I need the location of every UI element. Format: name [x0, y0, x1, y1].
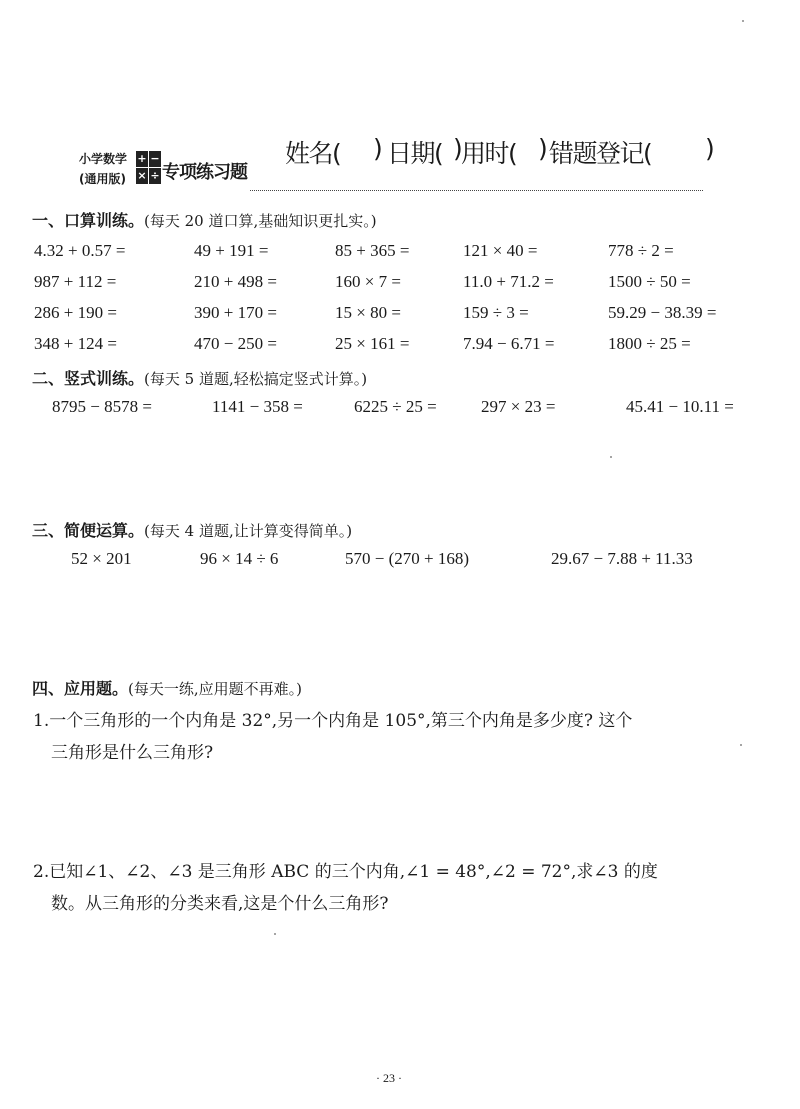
section-simplify-note: (每天 4 道题,让计算变得简单。)	[144, 522, 353, 540]
oral-expr: 1800 ÷ 25 =	[608, 334, 691, 353]
word-problem-2-line1: 2.已知∠1、∠2、∠3 是三角形 ABC 的三个内角,∠1 = 48°,∠2 = 72°,求∠3 的度	[33, 862, 658, 882]
oral-expr: 25 × 161 =	[335, 334, 410, 353]
minus-icon: −	[150, 152, 160, 165]
oral-expr: 11.0 + 71.2 =	[463, 272, 554, 291]
scan-speck	[742, 20, 744, 22]
brand-subject: 小学数学	[79, 152, 128, 166]
scan-speck	[740, 744, 742, 746]
operators-icon	[136, 151, 160, 185]
oral-expr: 470 − 250 =	[194, 334, 277, 353]
word-problem-2-line2: 数。从三角形的分类来看,这是个什么三角形?	[51, 894, 389, 914]
vertical-expr: 8795 − 8578 =	[52, 397, 152, 416]
section-simplify-title	[32, 518, 352, 541]
section-oral-head: 一、口算训练。	[32, 211, 145, 230]
oral-expr: 49 + 191 =	[194, 241, 269, 260]
oral-expr: 286 + 190 =	[34, 303, 117, 322]
oral-expr: 7.94 − 6.71 =	[463, 334, 555, 353]
section-oral-note: (每天 20 道口算,基础知识更扎实。)	[144, 212, 377, 230]
name-close: )	[373, 134, 382, 163]
vertical-expr: 45.41 − 10.11 =	[626, 397, 734, 416]
oral-expr: 1500 ÷ 50 =	[608, 272, 691, 291]
section-oral-title	[32, 208, 377, 231]
name-label: 姓名(	[285, 139, 341, 168]
oral-expr: 121 × 40 =	[463, 241, 538, 260]
section-vertical-head: 二、竖式训练。	[32, 369, 145, 388]
scan-speck	[610, 456, 612, 458]
divide-icon: ÷	[150, 169, 160, 182]
date-label: 日期(	[387, 139, 443, 168]
vertical-expr: 297 × 23 =	[481, 397, 556, 416]
brand-edition: (通用版)	[79, 172, 126, 186]
scan-speck	[274, 933, 276, 935]
brand-title: 专项练习题	[162, 162, 247, 183]
oral-expr: 159 ÷ 3 =	[463, 303, 529, 322]
oral-expr: 4.32 + 0.57 =	[34, 241, 126, 260]
date-close: )	[453, 134, 462, 163]
section-simplify-head: 三、简便运算。	[32, 521, 145, 540]
oral-expr: 210 + 498 =	[194, 272, 277, 291]
oral-expr: 390 + 170 =	[194, 303, 277, 322]
oral-expr: 85 + 365 =	[335, 241, 410, 260]
brand-logo	[79, 150, 249, 190]
section-word-head: 四、应用题。	[32, 679, 129, 698]
errors-close: )	[705, 134, 714, 163]
time-close: )	[538, 134, 547, 163]
simplify-expr: 570 − (270 + 168)	[345, 549, 469, 568]
word-problem-1-line1: 1.一个三角形的一个内角是 32°,另一个内角是 105°,第三个内角是多少度? 这个	[33, 711, 633, 731]
section-word-title	[32, 676, 302, 699]
student-info-fields	[285, 134, 725, 168]
oral-expr: 15 × 80 =	[335, 303, 401, 322]
section-vertical-note: (每天 5 道题,轻松搞定竖式计算。)	[144, 370, 368, 388]
simplify-expr: 96 × 14 ÷ 6	[200, 549, 279, 568]
vertical-expr: 1141 − 358 =	[212, 397, 303, 416]
simplify-expr: 52 × 201	[71, 549, 132, 568]
simplify-expr: 29.67 − 7.88 + 11.33	[551, 549, 693, 568]
plus-icon: +	[137, 152, 147, 165]
vertical-expr: 6225 ÷ 25 =	[354, 397, 437, 416]
word-problem-1-line2: 三角形是什么三角形?	[51, 743, 214, 763]
section-word-note: (每天一练,应用题不再难。)	[128, 680, 302, 698]
oral-expr: 59.29 − 38.39 =	[608, 303, 717, 322]
multiply-icon: ×	[137, 169, 147, 182]
section-vertical-title	[32, 366, 367, 389]
header-divider	[250, 190, 703, 191]
oral-expr: 160 × 7 =	[335, 272, 401, 291]
oral-expr: 348 + 124 =	[34, 334, 117, 353]
page-number: · 23 ·	[376, 1071, 402, 1085]
oral-expr: 778 ÷ 2 =	[608, 241, 674, 260]
time-label: 用时(	[461, 139, 517, 168]
errors-label: 错题登记(	[549, 139, 652, 168]
oral-expr: 987 + 112 =	[34, 272, 117, 291]
